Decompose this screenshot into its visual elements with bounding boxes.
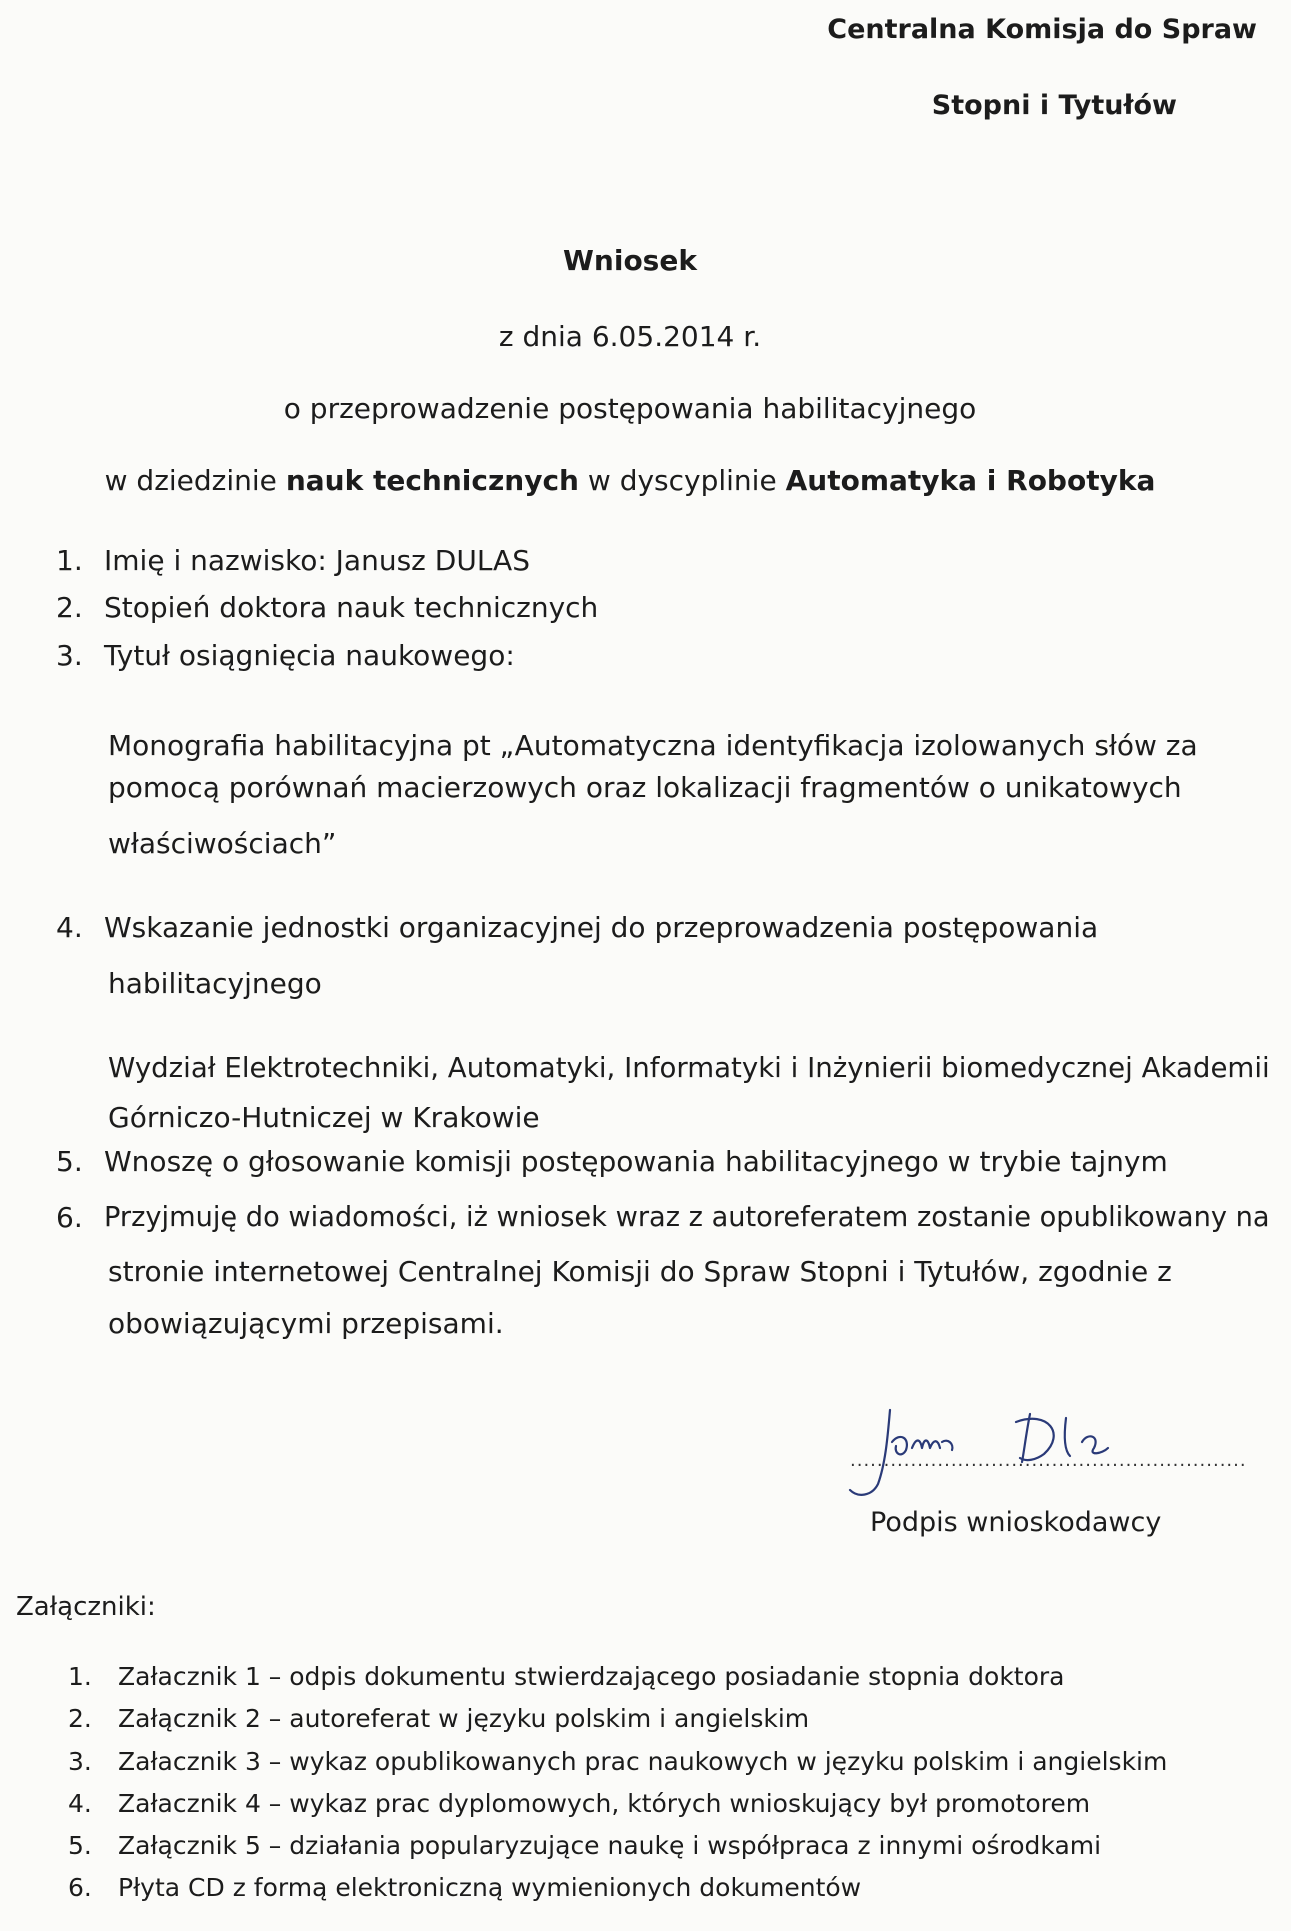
habilitation-title-line-2: pomocą porównań macierzowych oraz lokalizacji fragmentów o unikatowych: [108, 771, 1182, 804]
addressee-line-2: Stopni i Tytułów: [931, 90, 1177, 121]
attachment-text: Płyta CD z formą elektroniczną wymienionych dokumentów: [118, 1873, 862, 1902]
item-text: Stopień doktora nauk technicznych: [104, 591, 599, 624]
field-name: nauk technicznych: [285, 464, 579, 497]
item-text: Tytuł osiągnięcia naukowego:: [104, 639, 515, 672]
habilitation-title-line-3: właściwościach”: [108, 827, 337, 860]
item-number: 3.: [56, 639, 83, 672]
item-number: 5.: [56, 1145, 83, 1178]
attachment-number: 2.: [68, 1704, 92, 1733]
attachment-number: 1.: [68, 1662, 92, 1691]
date-line: z dnia 6.05.2014 r.: [498, 320, 762, 353]
item-text: Imię i nazwisko: Janusz DULAS: [104, 544, 530, 577]
attachment-text: Załącznik 5 – działania popularyzujące naukę i współpraca z innymi ośrodkami: [118, 1831, 1102, 1860]
item-number: 4.: [56, 911, 83, 944]
attachment-text: Załacznik 4 – wykaz prac dyplomowych, których wnioskujący był promotorem: [118, 1789, 1091, 1818]
item-4-continuation: habilitacyjnego: [108, 967, 322, 1000]
attachments-heading: Załączniki:: [16, 1592, 156, 1622]
handwritten-signature: [830, 1392, 1180, 1502]
item-text: Przyjmuję do wiadomości, iż wniosek wraz z autoreferatem zostanie opublikowany na: [104, 1202, 1270, 1233]
item-number: 6.: [56, 1201, 83, 1234]
signature-caption: Podpis wnioskodawcy: [870, 1507, 1162, 1538]
discipline-prefix: w dyscyplinie: [579, 464, 786, 497]
attachment-number: 3.: [68, 1747, 92, 1776]
attachment-number: 4.: [68, 1789, 92, 1818]
item-text: Wskazanie jednostki organizacyjnej do przeprowadzenia postępowania: [104, 911, 1099, 944]
field-prefix: w dziedzinie: [104, 464, 286, 497]
addressee-line-1: Centralna Komisja do Spraw: [827, 14, 1257, 45]
document-title: Wniosek: [563, 244, 697, 277]
habilitation-title-line-1: Monografia habilitacyjna pt „Automatyczna identyfikacja izolowanych słów za: [108, 729, 1198, 762]
organizational-unit-line-1: Wydział Elektrotechniki, Automatyki, Informatyki i Inżynierii biomedycznej Akademii: [108, 1051, 1270, 1084]
attachment-number: 5.: [68, 1831, 92, 1860]
attachment-number: 6.: [68, 1873, 92, 1902]
discipline-name: Automatyka i Robotyka: [785, 464, 1156, 497]
subject-line: o przeprowadzenie postępowania habilitacyjnego: [283, 392, 977, 425]
organizational-unit-line-2: Górniczo-Hutniczej w Krakowie: [108, 1101, 540, 1134]
signature-dotted-line: ...........................................................: [850, 1450, 1247, 1471]
item-6-continuation-1: stronie internetowej Centralnej Komisji do Spraw Stopni i Tytułów, zgodnie z: [108, 1255, 1172, 1288]
item-6-continuation-2: obowiązującymi przepisami.: [108, 1307, 504, 1340]
attachment-text: Załącznik 2 – autoreferat w języku polskim i angielskim: [118, 1704, 810, 1733]
item-number: 2.: [56, 591, 83, 624]
item-number: 1.: [56, 544, 83, 577]
item-text: Wnoszę o głosowanie komisji postępowania habilitacyjnego w trybie tajnym: [104, 1145, 1168, 1178]
attachment-text: Załacznik 3 – wykaz opublikowanych prac naukowych w języku polskim i angielskim: [118, 1747, 1168, 1776]
field-line: [0, 464, 1260, 497]
attachment-text: Załacznik 1 – odpis dokumentu stwierdzającego posiadanie stopnia doktora: [118, 1662, 1065, 1691]
